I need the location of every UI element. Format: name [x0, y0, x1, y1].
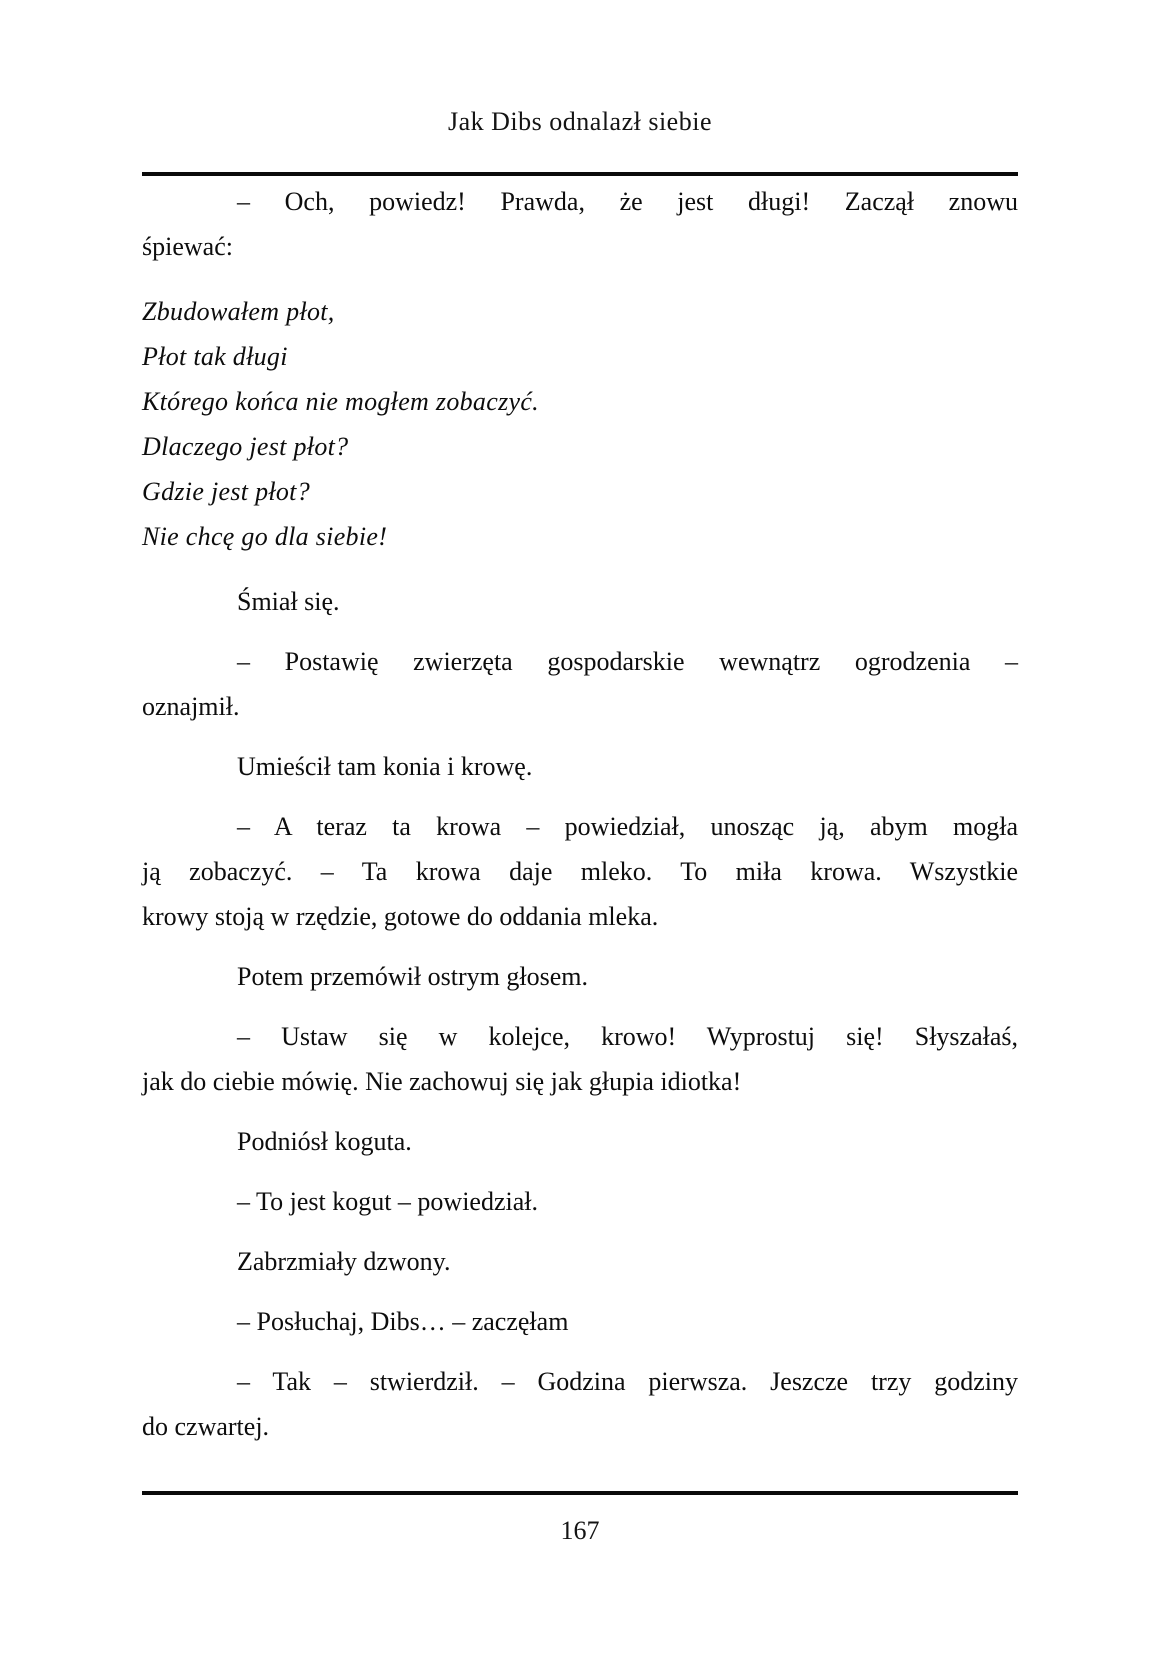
page-number: 167: [560, 1516, 600, 1545]
text-line: jak do ciebie mówię. Nie zachowuj się jak głupia idiotka!: [142, 1067, 742, 1096]
text-line: Śmiał się.: [237, 587, 340, 616]
text-line: oznajmił.: [142, 692, 240, 721]
text-line: – A teraz ta krowa – powiedział, unosząc ją, abym mogła: [237, 812, 1018, 841]
text-line: – Och, powiedz! Prawda, że jest długi! Zaczął znowu: [237, 187, 1018, 216]
text-line: – Posłuchaj, Dibs… – zaczęłam: [237, 1307, 569, 1336]
text-line: Zabrzmiały dzwony.: [237, 1247, 451, 1276]
poem-line: Dlaczego jest płot?: [142, 432, 349, 461]
poem-block: [142, 289, 1018, 559]
poem-line: Gdzie jest płot?: [142, 477, 311, 506]
paragraph: [142, 1179, 1018, 1224]
text-line: – To jest kogut – powiedział.: [237, 1187, 538, 1216]
poem-line: Płot tak długi: [142, 342, 288, 371]
text-line: ją zobaczyć. – Ta krowa daje mleko. To miła krowa. Wszystkie: [142, 857, 1018, 886]
poem-line: Zbudowałem płot,: [142, 297, 335, 326]
text-line: – Postawię zwierzęta gospodarskie wewnątrz ogrodzenia –: [237, 647, 1018, 676]
footer-rule: [142, 1491, 1018, 1495]
poem-line: Którego końca nie mogłem zobaczyć.: [142, 387, 539, 416]
text-line: śpiewać:: [142, 232, 233, 261]
text-line: – Tak – stwierdził. – Godzina pierwsza. Jeszcze trzy godziny: [237, 1367, 1018, 1396]
text-line: Podniósł koguta.: [237, 1127, 412, 1156]
paragraph: [142, 1119, 1018, 1164]
page-body: [142, 176, 1018, 1449]
poem-line: Nie chcę go dla siebie!: [142, 522, 388, 551]
paragraph: [142, 1239, 1018, 1284]
text-line: Potem przemówił ostrym głosem.: [237, 962, 588, 991]
running-head-title: Jak Dibs odnalazł siebie: [448, 107, 712, 136]
text-line: do czwartej.: [142, 1412, 270, 1441]
paragraph: [142, 579, 1018, 624]
paragraph: [142, 954, 1018, 999]
paragraph: [142, 1359, 1018, 1449]
paragraph: [142, 744, 1018, 789]
paragraph: [142, 1014, 1018, 1104]
paragraph: [142, 639, 1018, 729]
paragraph: [142, 804, 1018, 939]
paragraph: [142, 179, 1018, 269]
text-line: Umieścił tam konia i krowę.: [237, 752, 533, 781]
paragraph: [142, 1299, 1018, 1344]
text-line: krowy stoją w rzędzie, gotowe do oddania mleka.: [142, 902, 659, 931]
text-line: – Ustaw się w kolejce, krowo! Wyprostuj się! Słyszałaś,: [237, 1022, 1018, 1051]
